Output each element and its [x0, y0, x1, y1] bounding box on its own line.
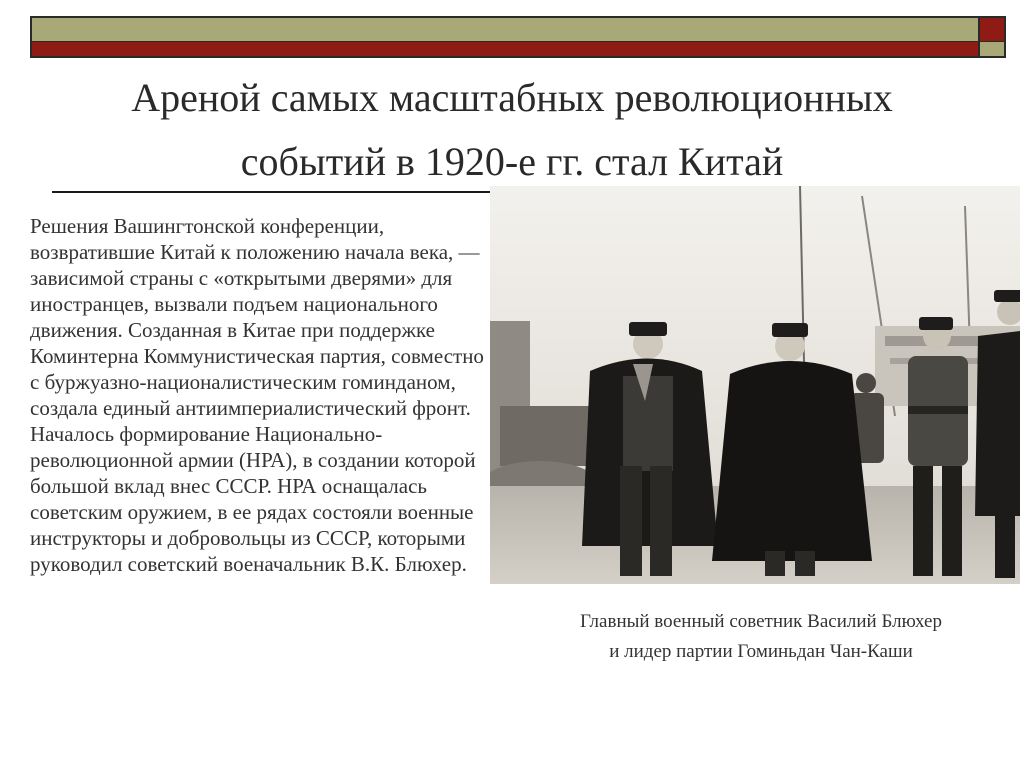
historical-photo	[490, 186, 1020, 584]
photo-caption-line-2: и лидер партии Гоминьдан Чан-Каши	[609, 641, 913, 662]
header-square-red	[980, 18, 1004, 41]
photo-caption-line-1: Главный военный советник Василий Блюхер	[580, 611, 942, 632]
header-bar-olive	[32, 18, 978, 41]
header-bar-red	[32, 41, 978, 56]
slide-title-line-1: Ареной самых масштабных революционных	[131, 75, 893, 120]
title-underline	[52, 191, 492, 193]
slide-title	[40, 66, 984, 194]
photo-illustration	[490, 186, 1020, 584]
photo-caption	[500, 607, 1022, 667]
header-bar-divider	[32, 41, 978, 42]
slide-body-text: Решения Вашингтонской конференции, возвратившие Китай к положению начала века, — зависимой страны с «открытыми дверями» для иностранцев, вызвали подъем национального движения. Созданная в Китае при поддержке Коминтерна Коммунистическая партия, совместно с буржуазно-националистическим гоминданом, создала единый антиимпериалистический фронт. Началось формирование Национально-революционной армии (НРА), в создании которой большой вклад внес СССР. НРА оснащалась советским оружием, в ее рядах состояли военные инструкторы и добровольцы из СССР, которыми руководил советский военачальник В.К. Блюхер.	[30, 214, 484, 576]
header-square-olive	[980, 41, 1004, 56]
slide-title-line-2: событий в 1920-е гг. стал Китай	[240, 139, 784, 184]
